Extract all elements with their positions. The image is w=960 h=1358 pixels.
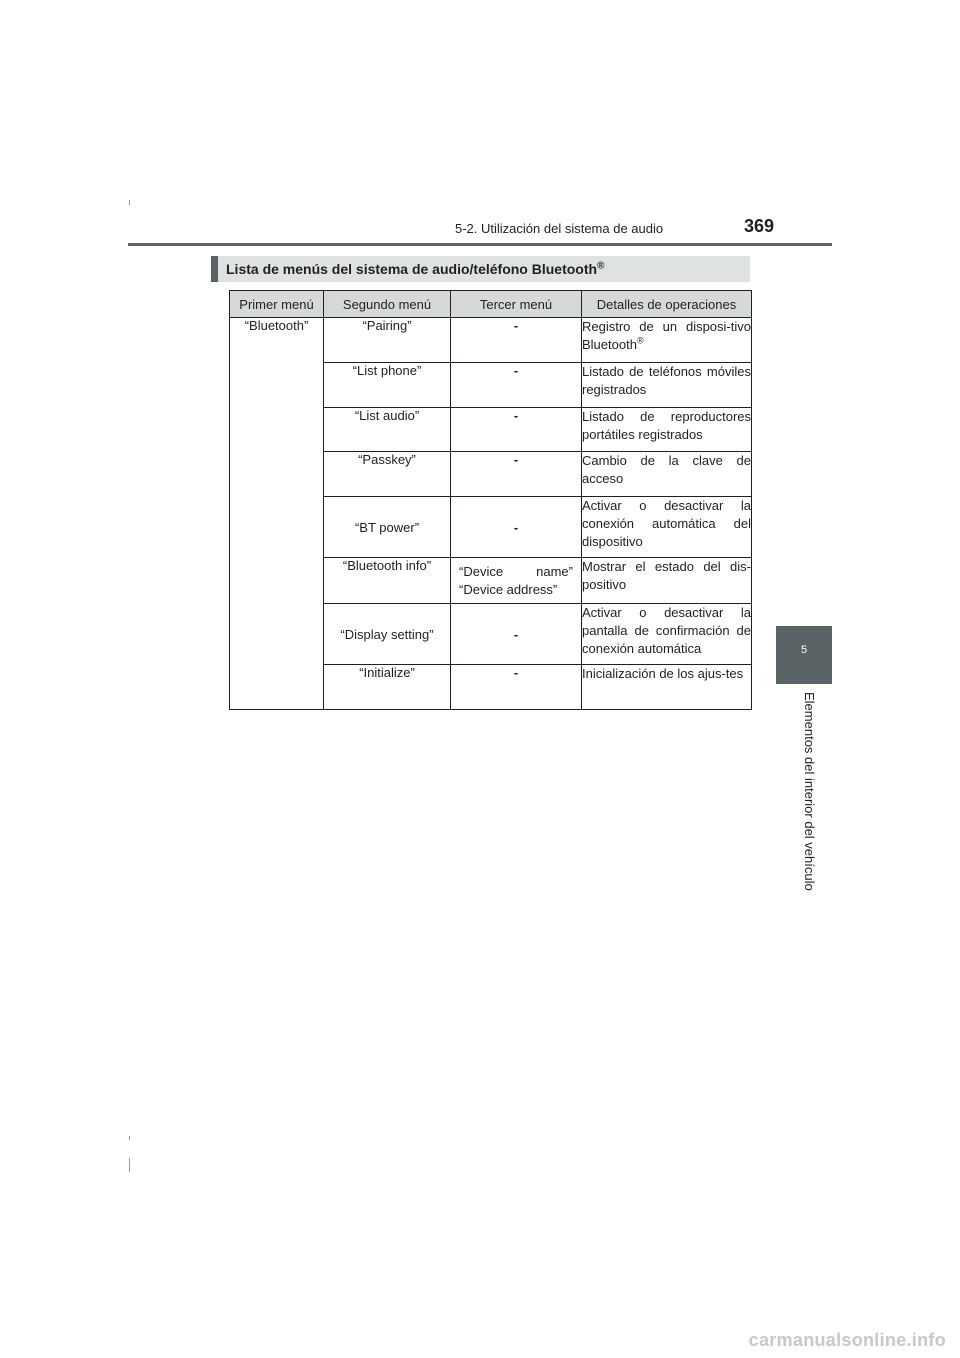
second-menu-cell: “Passkey”: [324, 452, 451, 497]
column-header: Tercer menú: [451, 291, 582, 318]
registered-mark: ®: [636, 335, 644, 346]
detail-cell: Activar o desactivar la conexión automática del dispositivo: [582, 497, 752, 558]
third-menu-cell: [451, 558, 582, 604]
section-title-text: Lista de menús del sistema de audio/teléfono Bluetooth: [226, 261, 598, 277]
detail-cell: Inicialización de los ajus-tes: [582, 665, 752, 710]
detail-cell: Cambio de la clave de acceso: [582, 452, 752, 497]
second-menu-cell: “Bluetooth info”: [324, 558, 451, 604]
crop-mark: [129, 200, 130, 205]
column-header: Primer menú: [230, 291, 324, 318]
column-header: Detalles de operaciones: [582, 291, 752, 318]
third-menu-cell: -: [451, 665, 582, 710]
second-menu-cell: “Pairing”: [324, 318, 451, 363]
crop-mark: [129, 1136, 130, 1140]
running-header: 5-2. Utilización del sistema de audio: [455, 221, 664, 236]
third-menu-line: “Device address”: [459, 582, 558, 597]
third-menu-cell: -: [451, 318, 582, 363]
registered-mark: ®: [597, 260, 605, 272]
second-menu-cell: “Initialize”: [324, 665, 451, 710]
detail-cell: Mostrar el estado del dis-positivo: [582, 558, 752, 604]
second-menu-cell: “List audio”: [324, 408, 451, 452]
table-row: [230, 318, 752, 363]
third-menu-cell: -: [451, 497, 582, 558]
detail-cell: [582, 318, 752, 363]
table-header-row: [230, 291, 752, 318]
column-header: Segundo menú: [324, 291, 451, 318]
section-title: [211, 256, 750, 282]
second-menu-cell: “List phone”: [324, 363, 451, 408]
detail-cell: Activar o desactivar la pantalla de confirmación de conexión automática: [582, 604, 752, 665]
crop-mark: [129, 1158, 130, 1172]
page-number: 369: [744, 216, 775, 236]
third-menu-cell: -: [451, 363, 582, 408]
chapter-tab: 5: [776, 626, 832, 684]
third-menu-cell: -: [451, 604, 582, 665]
detail-cell: Listado de reproductores portátiles registrados: [582, 408, 752, 452]
third-menu-text: “Device: [459, 564, 504, 579]
third-menu-line: [459, 563, 573, 581]
second-menu-cell: “BT power”: [324, 497, 451, 558]
detail-cell: Listado de teléfonos móviles registrados: [582, 363, 752, 408]
first-menu-cell: “Bluetooth”: [230, 318, 324, 710]
second-menu-cell: “Display setting”: [324, 604, 451, 665]
third-menu-cell: -: [451, 408, 582, 452]
detail-text: Registro de un disposi-tivo Bluetooth: [582, 319, 751, 352]
watermark: carmanualsonline.info: [748, 1330, 946, 1350]
chapter-tab-label: Elementos del interior del vehículo: [802, 692, 817, 891]
header-rule: [128, 243, 832, 246]
third-menu-cell: -: [451, 452, 582, 497]
third-menu-text: name”: [536, 564, 573, 579]
menu-table: [229, 290, 752, 710]
